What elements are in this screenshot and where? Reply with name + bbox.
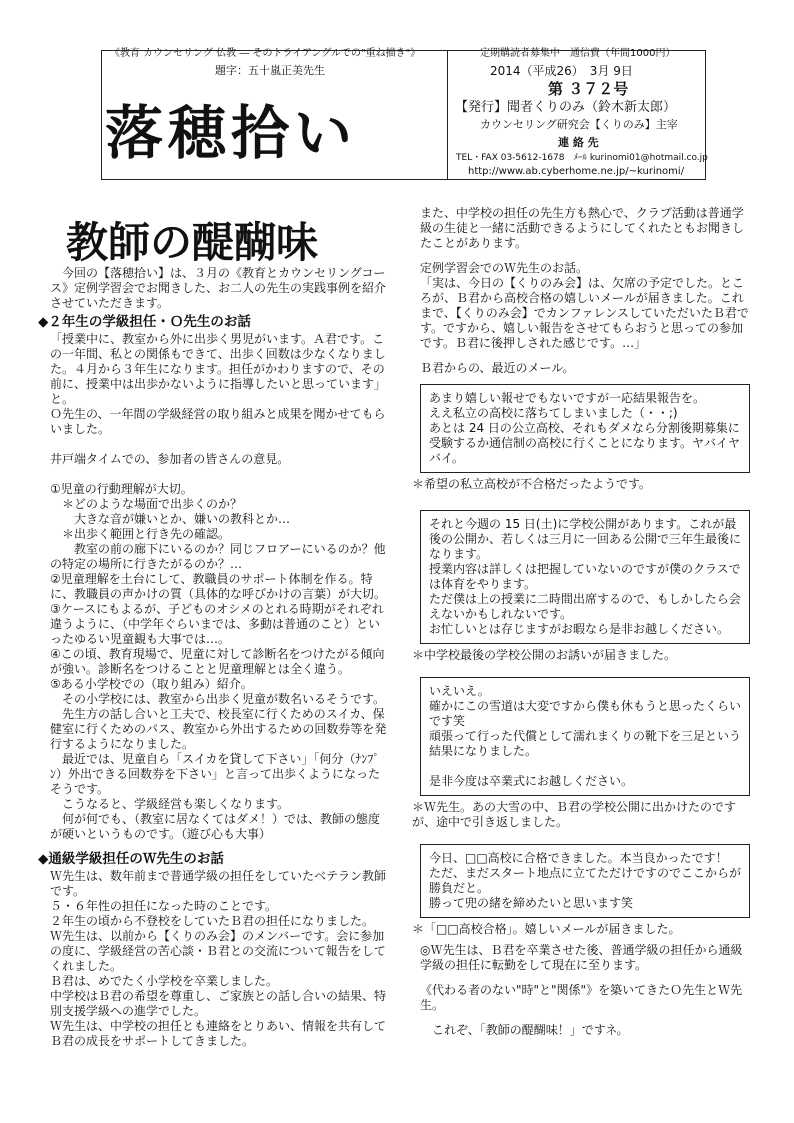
right-paragraph-1: また、中学校の担任の先生方も熱心で、クラブ活動は普通学級の生徒と一緒に活動できるようにしてくれたともお聞きしたことがあります。	[420, 206, 745, 250]
note-3: ＊Ｗ先生。あの大雪の中、Ｂ君の学校公開に出かけたのですが、途中で引き返しました。	[412, 800, 737, 829]
right-paragraph-5: 《代わる者のない"時"と"関係"》を築いてきたＯ先生とＷ先生。	[420, 983, 743, 1012]
contact-tel: TEL・FAX 03-5612-1678 ﾒｰﾙ kurinomi01@hotmail.co.jp	[456, 153, 708, 163]
closing-line: これぞ、「教師の醍醐味！」ですネ。	[432, 1023, 629, 1037]
contact-label: 連 絡 先	[558, 136, 599, 149]
email-box-2	[420, 510, 750, 644]
intro-paragraph: 今回の【落穂拾い】は、３月の《教育とカウンセリングコース》定例学習会でお聞きした、お二人の先生の実践事例を紹介させていただきます。	[50, 266, 387, 310]
email-box-4	[420, 844, 750, 918]
website-link[interactable]: http://www.ab.cyberhome.ne.jp/~kurinomi/	[468, 166, 685, 177]
title-credit: 題字：五十嵐正美先生	[215, 64, 325, 77]
section2-title: ◆通級学級担任のＷ先生のお話	[38, 851, 224, 867]
publisher: 【発行】聞者くりのみ（鈴木新太郎）	[455, 100, 677, 115]
email-text-3: いえいえ。 確かにこの雪道は大変ですから僕も休もうと思ったくらいです笑 頑張って行った代償として濡れまくりの靴下を三足という結果になりました。 是非今度は卒業式にお越しください。	[429, 684, 742, 788]
email-box-1	[420, 384, 750, 473]
newsletter-logo: 落穂拾い	[105, 99, 358, 167]
issue-date: 2014（平成26） 3月 9日	[490, 64, 633, 78]
note-4: ＊「□□高校合格」。嬉しいメールが届きました。	[412, 922, 681, 936]
section1-title: ◆２年生の学級担任・Ｏ先生のお話	[38, 314, 251, 330]
right-column	[412, 206, 750, 1038]
email-text-1: あまり嬉しい報せでもないですが一応結果報告を。 ええ私立の高校に落ちてしまいました（・・;) あとは 24 日の公立高校、それもダメなら分割後期募集に受験するか通信制の高校に行くことになります。ヤバイヤバイ。	[429, 391, 741, 465]
masthead-divider	[447, 50, 448, 180]
organization: カウンセリング研究会【くりのみ】主宰	[480, 118, 678, 131]
right-paragraph-4: ◎Ｗ先生は、Ｂ君を卒業させた後、普通学級の担任から通級学級の担任に転勤をして現在に至ります。	[420, 943, 743, 972]
issue-number: 第 ３７２号	[548, 80, 629, 98]
email-box-3	[420, 677, 750, 796]
note-1: ＊希望の私立高校が不合格だったようです。	[412, 477, 652, 491]
right-paragraph-3: Ｂ君からの、最近のメール。	[420, 361, 575, 375]
email-text-2: それと今週の 15 日(土)に学校公開があります。これが最後の公開か、若しくは三月に一回ある公開で三年生最後になります。 授業内容は詳しくは把握していないのですが僕のクラスでは体育をやります。 ただ僕は上の授業に二時間出席するので、もしかしたら会えないかもしれないです。 お忙しいとは存じますがお暇なら是非お越しください。	[429, 517, 742, 636]
right-paragraph-2: 定例学習会でのＷ先生のお話。 「実は、今日の【くりのみ会】は、欠席の予定でした。ところが、Ｂ君から高校合格の嬉しいメールが届きました。これまで、【くりのみ会】でカンファレンスしていただいたＢ君です。ですから、嬉しい報告をさせてもらおうと思っての参加です。Ｂ君に後押しされた感じです。…」	[420, 261, 749, 350]
series-subtitle: 《教育 カウンセリング 仏教 ― そのトライアングルでの"重ね描き"》	[110, 48, 421, 59]
email-text-4: 今日、□□高校に合格できました。本当良かったです！ ただ、まだスタート地点に立てただけですのでここからが勝負だと。 勝って兜の緒を締めたいと思います笑	[429, 851, 742, 910]
section1-body: 「授業中に、教室から外に出歩く男児がいます。Ａ君です。この一年間、私との関係もできて、出歩く回数は少なくなりました。４月から３年生になります。担任がかわりますので、その前に、授業中は出歩かないように指導したいと思っています」と。 Ｏ先生の、一年間の学級経営の取り組みと成果を聞かせてもらいました。 井戸端タイムでの、参加者の皆さんの意見。 ①児童の行動理解が大切。 ＊どのような場面で出歩くのか？ 大きな音が嫌いとか、嫌いの教科とか… ＊出歩く範囲と行き先の確認。 教室の前の廊下にいるのか？同じフロアーにいるのか？他の特定の場所に行きたがるのか？… ②児童理解を土台にして、教職員のサポート体制を作る。特に、教職員の声かけの質（具体的な呼びかけの言葉）が大切。 ③ケースにもよるが、子どものオシメのとれる時期がそれぞれ違うように、（中学年ぐらいまでは、多動は普通のこと）といったゆるい児童観も大事では…。 ④この頃、教育現場で、児童に対して診断名をつけたがる傾向が強い。診断名をつけることと児童理解とは全く違う。 ⑤ある小学校での（取り組み）紹介。 その小学校には、教室から出歩く児童が数名いるそうです。 先生方の話し合いと工夫で、校長室に行くためのスイカ、保健室に行くためのパス、教室から外出するための回数券等を発行するようになりました。 最近では、児童自ら「スイカを貸して下さい」「何分（ﾅﾝﾌﾟﾝ）外出できる回数券を下さい」と言って出歩くようになったそうです。 こうなると、学級経営も楽しくなります。 何が何でも、（教室に居なくてはダメ！）では、教師の態度が硬いというものです。（遊び心も大事）	[50, 332, 387, 841]
subscription-notice: 定期購読者募集中 通信費（年間1000円）	[480, 48, 676, 59]
left-column	[38, 266, 390, 1049]
article-headline: 教師の醍醐味	[66, 218, 319, 267]
section2-body: Ｗ先生は、数年前まで普通学級の担任をしていたベテラン教師です。 ５・６年性の担任になった時のことです。 ２年生の頃から不登校をしていたＢ君の担任になりました。 Ｗ先生は、以前から【くりのみ会】のメンバーです。会に参加の度に、学級経営の苦心談・Ｂ君との交流について報告をしてくれました。 Ｂ君は、めでたく小学校を卒業しました。 中学校はＢ君の希望を尊重し、ご家族との話し合いの結果、特別支援学級への進学でした。 Ｗ先生は、中学校の担任とも連絡をとりあい、情報を共有してＢ君の成長をサポートしてきました。	[50, 869, 387, 1048]
note-2: ＊中学校最後の学校公開のお誘いが届きました。	[412, 648, 677, 662]
